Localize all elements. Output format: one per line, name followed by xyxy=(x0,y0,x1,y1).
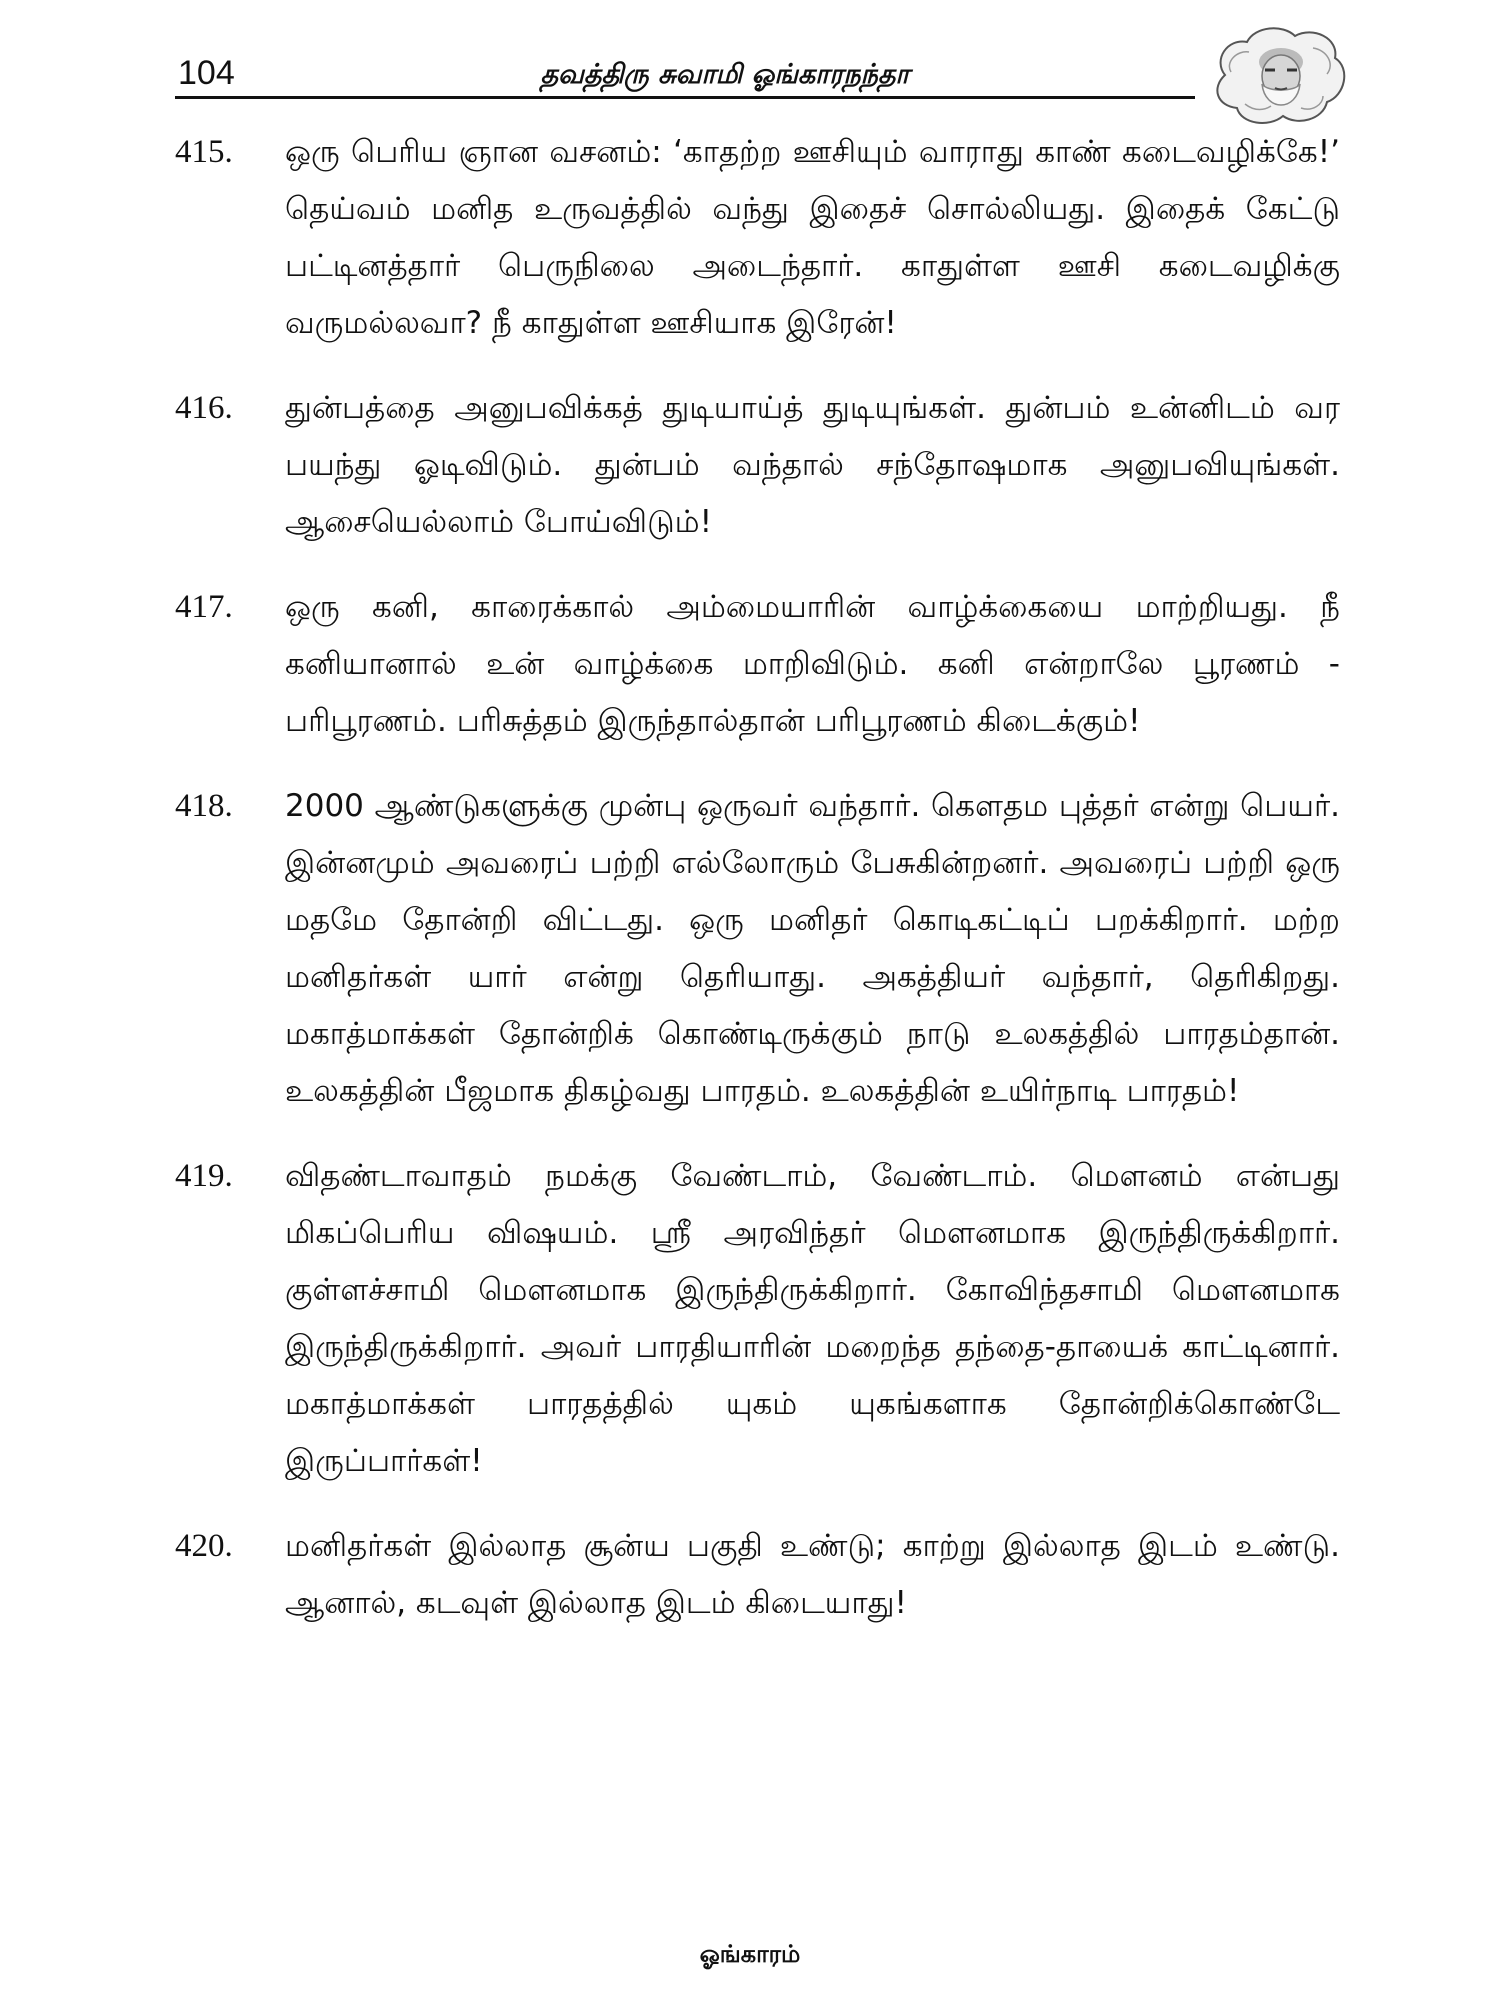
saying-text: விதண்டாவாதம் நமக்கு வேண்டாம், வேண்டாம். மௌனம் என்பது மிகப்பெரிய விஷயம். ஸ்ரீ அரவிந்தர் மௌனமாக இருந்திருக்கிறார். குள்ளச்சாமி மௌனமாக இருந்திருக்கிறார். கோவிந்தசாமி மௌனமாக இருந்திருக்கிறார். அவர் பாரதியாரின் மறைந்த தந்தை-தாயைக் காட்டினார். மகாத்மாக்கள் பாரதத்தில் யுகம் யுகங்களாக தோன்றிக்கொண்டே இருப்பார்கள்! xyxy=(285,1158,1340,1479)
saying-number: 419. xyxy=(175,1158,233,1194)
saying-417 xyxy=(175,579,1340,750)
saying-text: ஒரு கனி, காரைக்கால் அம்மையாரின் வாழ்க்கையை மாற்றியது. நீ கனியானால் உன் வாழ்க்கை மாறிவிடும். கனி என்றாலே பூரணம் - பரிபூரணம். பரிசுத்தம் இருந்தால்தான் பரிபூரணம் கிடைக்கும்! xyxy=(285,589,1340,739)
saying-number: 416. xyxy=(175,390,233,426)
saying-text: மனிதர்கள் இல்லாத சூன்ய பகுதி உண்டு; காற்று இல்லாத இடம் உண்டு. ஆனால், கடவுள் இல்லாத இடம் கிடையாது! xyxy=(285,1528,1340,1621)
sayings-list xyxy=(175,124,1340,1660)
saint-portrait-icon xyxy=(1205,20,1355,130)
saying-415 xyxy=(175,124,1340,352)
header-rule xyxy=(175,96,1195,99)
running-footer-title: ஓங்காரம் xyxy=(699,1940,801,1968)
saying-number: 415. xyxy=(175,134,233,170)
saying-number: 417. xyxy=(175,589,233,625)
saying-420 xyxy=(175,1518,1340,1632)
saying-418 xyxy=(175,778,1340,1120)
saying-419 xyxy=(175,1148,1340,1490)
page-number: 104 xyxy=(178,54,235,92)
saying-416 xyxy=(175,380,1340,551)
saying-number: 420. xyxy=(175,1528,233,1564)
running-header-title: தவத்திரு சுவாமி ஓங்காரநந்தா xyxy=(540,59,910,90)
saying-number: 418. xyxy=(175,788,233,824)
saying-text: துன்பத்தை அனுபவிக்கத் துடியாய்த் துடியுங்கள். துன்பம் உன்னிடம் வர பயந்து ஓடிவிடும். துன்பம் வந்தால் சந்தோஷமாக அனுபவியுங்கள். ஆசையெல்லாம் போய்விடும்! xyxy=(285,390,1340,540)
saying-text: 2000 ஆண்டுகளுக்கு முன்பு ஒருவர் வந்தார். கௌதம புத்தர் என்று பெயர். இன்னமும் அவரைப் பற்றி எல்லோரும் பேசுகின்றனர். அவரைப் பற்றி ஒரு மதமே தோன்றி விட்டது. ஒரு மனிதர் கொடிகட்டிப் பறக்கிறார். மற்ற மனிதர்கள் யார் என்று தெரியாது. அகத்தியர் வந்தார், தெரிகிறது. மகாத்மாக்கள் தோன்றிக் கொண்டிருக்கும் நாடு உலகத்தில் பாரதம்தான். உலகத்தின் பீஜமாக திகழ்வது பாரதம். உலகத்தின் உயிர்நாடி பாரதம்! xyxy=(285,788,1340,1109)
saying-text: ஒரு பெரிய ஞான வசனம்: ‘காதற்ற ஊசியும் வாராது காண் கடைவழிக்கே!’ தெய்வம் மனித உருவத்தில் வந்து இதைச் சொல்லியது. இதைக் கேட்டு பட்டினத்தார் பெருநிலை அடைந்தார். காதுள்ள ஊசி கடைவழிக்கு வருமல்லவா? நீ காதுள்ள ஊசியாக இரேன்! xyxy=(285,134,1340,341)
